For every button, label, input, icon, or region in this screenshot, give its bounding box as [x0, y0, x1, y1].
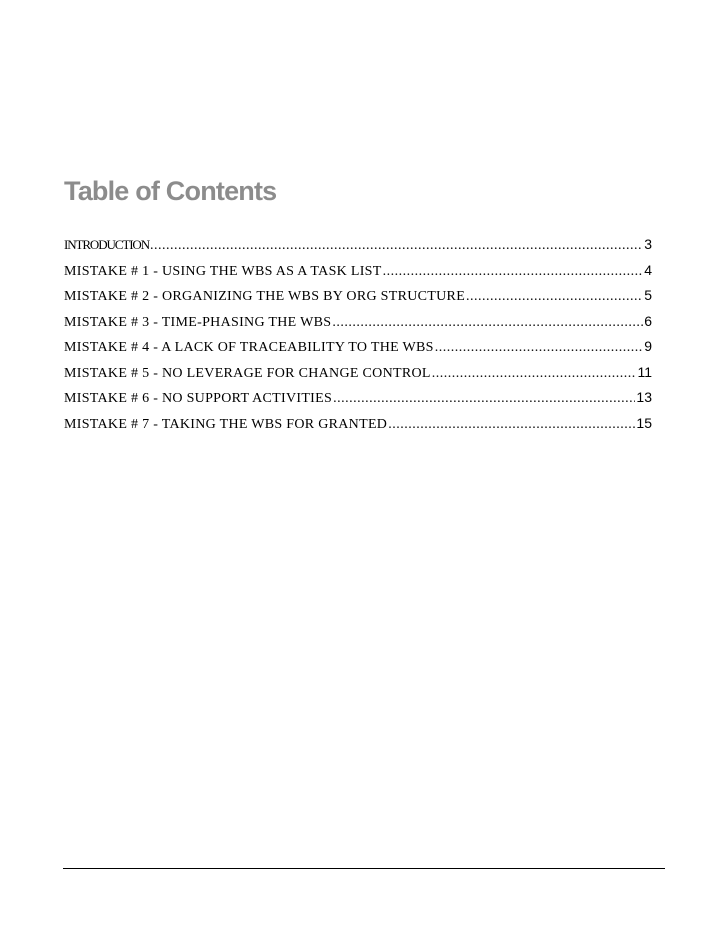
dot-leader [333, 391, 635, 407]
dot-leader [332, 315, 643, 331]
toc-entry-label: MISTAKE # 6 - NO SUPPORT ACTIVITIES [64, 391, 333, 406]
toc-entry-label: MISTAKE # 4 - A LACK OF TRACEABILITY TO THE WBS [64, 340, 434, 355]
toc-entry-page-number: 3 [644, 236, 652, 252]
toc-entry-page-number: 11 [637, 363, 652, 380]
page-title: Table of Contents [64, 176, 277, 206]
dot-leader [466, 289, 643, 305]
toc-entry-label: INTRODUCTION [64, 237, 150, 252]
toc-entry-mistake-6[interactable] [64, 389, 652, 415]
toc-entry-label: MISTAKE # 3 - TIME-PHASING THE WBS [64, 314, 332, 330]
toc-entry-page-number: 4 [644, 261, 652, 278]
toc-list [64, 236, 652, 440]
toc-entry-label: MISTAKE # 7 - TAKING THE WBS FOR GRANTED [64, 416, 388, 432]
toc-entry-mistake-4[interactable] [64, 338, 652, 364]
footer-divider [63, 868, 665, 869]
toc-entry-page-number: 13 [636, 389, 652, 405]
toc-entry-page-number: 15 [636, 414, 652, 431]
toc-entry-mistake-1[interactable] [64, 262, 652, 288]
toc-entry-mistake-7[interactable] [64, 415, 652, 441]
toc-entry-introduction[interactable] [64, 236, 652, 262]
toc-entry-mistake-5[interactable] [64, 364, 652, 390]
dot-leader [435, 340, 643, 356]
toc-entry-mistake-2[interactable] [64, 287, 652, 313]
toc-entry-label: MISTAKE # 2 - ORGANIZING THE WBS BY ORG STRUCTURE [64, 289, 466, 304]
toc-entry-label: MISTAKE # 1 - USING THE WBS AS A TASK LIST [64, 263, 382, 279]
dot-leader [383, 264, 644, 280]
dot-leader [388, 417, 635, 433]
toc-entry-page-number: 9 [644, 338, 652, 354]
dot-leader [432, 366, 637, 382]
toc-entry-page-number: 5 [644, 287, 652, 303]
toc-entry-mistake-3[interactable] [64, 313, 652, 339]
toc-entry-page-number: 6 [644, 312, 652, 329]
toc-entry-label: MISTAKE # 5 - NO LEVERAGE FOR CHANGE CONTROL [64, 365, 431, 381]
dot-leader [150, 238, 643, 254]
